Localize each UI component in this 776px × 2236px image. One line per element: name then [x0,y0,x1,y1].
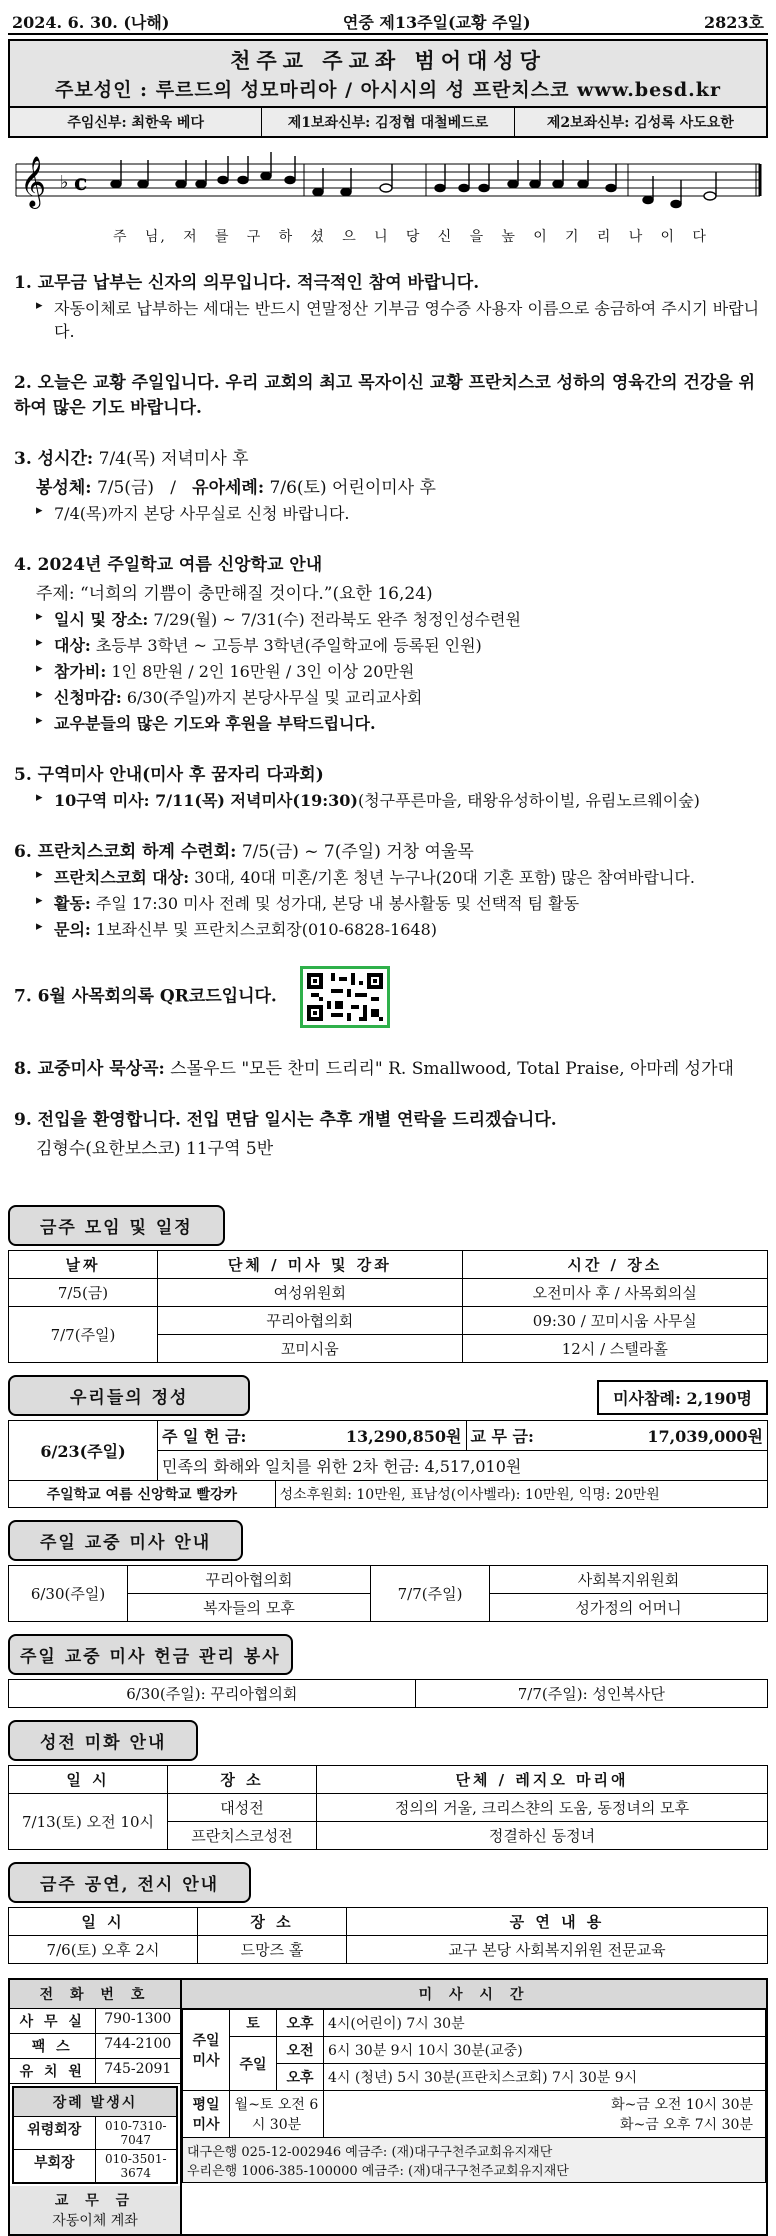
table-row [183,2091,766,2138]
dues-value: 17,039,000원 [577,1421,768,1451]
table-cell: 여성위원회 [158,1279,463,1307]
funeral-contacts [12,2086,178,2184]
notice-label: 봉성체: [36,478,92,498]
table-cell: 성가정의 어머니 [490,1594,768,1622]
phone-label: 사 무 실 [10,2009,96,2033]
offering-heading-row [8,1363,768,1420]
bullet-value: 7/29(월) ~ 7/31(수) 전라북도 완주 청정인성수련원 [148,610,521,629]
notice-line: 김형수(요한보스코) 11구역 5반 [36,1139,274,1159]
notice-5 [14,760,762,811]
bullet-value: 6/30(주일)까지 본당사무실 및 교리교사회 [121,688,423,707]
notice-bullet [36,865,762,888]
phone-number: 790-1300 [104,2011,172,2027]
events-heading: 금주 공연, 전시 안내 [8,1862,251,1903]
notice-bullet: ▸ 7/4(목)까지 본당 사무실로 신청 바랍니다. [36,501,762,524]
offering-heading: 우리들의 정성 [8,1375,250,1416]
cleaning-table [8,1765,768,1850]
music-notation [8,146,768,232]
notice-7 [14,966,762,1028]
bullet-label: 참가비: [54,662,107,681]
phone-row [10,2059,180,2084]
table-row [9,1421,768,1451]
patron-saints-line: 주보성인 : 루르드의 성모마리아 / 아시시의 성 프란치스코 www.besd.kr [55,79,721,101]
table-row [9,1794,768,1822]
notice-4 [14,550,762,734]
phone-row [14,2150,176,2182]
notice-value: 스몰우드 "모든 찬미 드리리" R. Smallwood, Total Praise, 아마레 성가대 [164,1059,734,1079]
sunday-offering-value: 13,290,850원 [275,1421,466,1451]
phone-number: 744-2100 [104,2036,172,2052]
lyric-syllable: 신 [437,229,454,245]
offering-table [8,1420,768,1508]
table-cell: 평일 미사 [183,2091,230,2138]
lyric-syllable: 셨 [310,229,326,245]
table-cell: 7/7(주일) [9,1307,158,1363]
table-row [9,1279,768,1307]
notice-theme: 주제: “너희의 기쁨이 충만해질 것이다.”(요한 16,24) [36,584,433,604]
notice-bullet [36,685,762,708]
lyric-syllable: 니 [374,229,390,245]
mass-guide-table [8,1565,768,1622]
table-cell: 월~토 오전 6시 30분 [230,2091,324,2138]
lyric-syllable: 으 [342,229,358,245]
lyric-syllable: 이 [533,229,549,245]
masthead [8,39,768,108]
notice-bullet [36,659,762,682]
account-label-line: 교 무 금 [54,2193,136,2209]
column-header: 시간 / 장소 [462,1251,767,1279]
notice-label: 6. 프란치스코회 하계 수련회: [14,842,237,862]
table-cell: 오후 [277,2010,324,2037]
table-cell: 09:30 / 꼬미시움 사무실 [462,1307,767,1335]
table-cell: 4시(어린이) 7시 30분 [324,2010,766,2037]
table-cell: 6시 30분 9시 10시 30분(교중) [324,2037,766,2064]
phone-label: 부회장 [14,2150,96,2182]
column-header: 일 시 [9,1766,168,1794]
table-row [9,1936,768,1964]
notices [8,268,768,1159]
notice-bullet [36,633,762,656]
notice-title: 2. 오늘은 교황 주일입니다. 우리 교회의 최고 목자이신 교황 프란치스코 성하의 영육간의 건강을 위하여 많은 기도 바랍니다. [14,373,756,418]
notice-1 [14,268,762,342]
notice-bullet [36,891,762,914]
table-cell: 정결하신 동정녀 [317,1822,768,1850]
weekly-schedule-heading: 금주 모임 및 일정 [8,1205,225,1246]
notice-title: 1. 교무금 납부는 신자의 의무입니다. 적극적인 참여 바랍니다. [14,273,480,293]
phone-directory [10,1980,182,2234]
table-cell: 복자들의 모후 [128,1594,371,1622]
bullet-value: 30대, 40대 미혼/기혼 청년 누구나(20대 기혼 포함) 많은 참여바랍니다. [189,868,695,887]
notice-title: 5. 구역미사 안내(미사 후 꿈자리 다과회) [14,765,324,785]
column-header: 단체 / 레지오 마리애 [317,1766,768,1794]
phone-label: 팩 스 [10,2034,96,2058]
qr-code-icon[interactable] [300,966,390,1028]
sunday-offering-label: 주 일 헌 금: [158,1421,276,1451]
weekly-schedule-table [8,1250,768,1363]
table-cell: 7/5(금) [9,1279,158,1307]
table-row [183,2010,766,2037]
table-cell: 7/6(토) 오후 2시 [9,1936,198,1964]
lyric-syllable: 리 [596,229,613,245]
notice-title: 9. 전입을 환영합니다. 전입 면담 일시는 추후 개별 연락을 드리겠습니다. [14,1110,557,1130]
notice-bullet [36,917,762,940]
info-footer [8,1978,768,2236]
bullet-value: (청구푸른마을, 태왕유성하이빌, 유림노르웨이숲) [357,791,700,810]
table-cell: 프란치스코성전 [168,1822,317,1850]
bullet-label: 문의: [54,920,91,939]
table-row [183,2138,766,2183]
phone-label: 유 치 원 [10,2059,96,2083]
notice-3 [14,444,762,524]
table-cell: 정의의 거울, 크리스챤의 도움, 동정녀의 모후 [317,1794,768,1822]
table-cell: 6/30(주일): 꾸리아협의회 [9,1680,416,1708]
lyric-syllable: 기 [565,229,581,245]
column-header: 단체 / 미사 및 강좌 [158,1251,463,1279]
lyric-syllable: 주 [113,229,129,245]
notice-bullet: ▸ 자동이체로 납부하는 세대는 반드시 연말정산 기부금 영수증 사용자 이름으로 송금하여 주시기 바랍니다. [36,296,762,342]
table-cell: 꾸리아협의회 [128,1566,371,1594]
table-cell: 오전 [277,2037,324,2064]
bank-account: 대구은행 025-12-002946 예금주: (재)대구구천주교회유지재단 [187,2145,553,2160]
svg-text:𝄞: 𝄞 [20,156,47,207]
header-line [8,6,768,35]
cleaning-heading: 성전 미화 안내 [8,1720,198,1761]
phone-label: 위령회장 [14,2117,96,2149]
collection-heading: 주일 교중 미사 헌금 관리 봉사 [8,1634,293,1675]
notice-bullet [36,607,762,630]
notice-title: 4. 2024년 주일학교 여름 신앙학교 안내 [14,555,323,575]
table-cell: 꼬미시움 [158,1335,463,1363]
table-cell: 오전미사 후 / 사목회의실 [462,1279,767,1307]
notice-label: 8. 교중미사 묵상곡: [14,1059,165,1079]
table-cell: 토 [230,2010,277,2037]
phone-heading: 전 화 번 호 [10,1980,180,2009]
dues-label: 교 무 금: [466,1421,577,1451]
account-label [10,2186,180,2234]
phone-number: 010-7310-7047 [104,2119,167,2147]
table-cell: 7/7(주일): 성인복사단 [415,1680,767,1708]
table-cell: 꾸리아협의회 [158,1307,463,1335]
bullet-label: 일시 및 장소: [54,610,149,629]
first-assistant: 제1보좌신부: 김정협 대철베드로 [262,108,514,136]
notice-9 [14,1105,762,1159]
column-header: 장 소 [168,1766,317,1794]
notice-value: 7/5(금) ~ 7(주일) 거창 여울목 [236,842,474,862]
second-assistant: 제2보좌신부: 김성록 사도요한 [546,115,734,131]
weekday-time: 화~금 오후 7시 30분 [620,2117,753,2133]
pastor: 주임신부: 최한욱 베다 [10,108,262,136]
notice-6 [14,837,762,940]
sunday-title: 연중 제13주일(교황 주일) [342,13,531,32]
table-cell: 교구 본당 사회복지위원 전문교육 [347,1936,768,1964]
phone-number: 745-2091 [104,2061,172,2077]
notice-bullet [36,788,762,811]
phone-row [10,2034,180,2059]
lyric-syllable: 높 [501,229,517,245]
lyric-syllable: 님, [144,229,167,245]
table-row [183,2037,766,2064]
bullet-value: 주일 17:30 미사 전례 및 성가대, 본당 내 봉사활동 및 선택적 팀 활동 [90,894,580,913]
lyric-syllable: 다 [692,229,708,245]
table-row [9,1481,768,1508]
table-cell: 드망즈 홀 [198,1936,347,1964]
svg-text:c: c [74,170,88,196]
account-label-line: 자동이체 계좌 [52,2213,138,2229]
notice-value: 7/6(토) 어린이미사 후 [264,478,436,498]
table-cell: 4시 (청년) 5시 30분(프란치스코회) 7시 30분 9시 [324,2064,766,2091]
svg-text:♭: ♭ [60,172,69,193]
notice-value: 7/5(금) / [91,478,193,498]
lyric-syllable: 을 [469,229,486,245]
notice-label: 3. 성시간: [14,449,94,469]
issue-number: 2823호 [704,13,764,32]
lyric-syllable: 를 [214,229,231,245]
bullet-value: 초등부 3학년 ~ 고등부 3학년(주일학교에 등록된 인원) [90,636,482,655]
mass-attendance: 미사참례: 2,190명 [597,1380,768,1415]
qr-code-pattern [303,969,387,1025]
notice-8 [14,1054,762,1079]
table-cell: 7/13(토) 오전 10시 [9,1794,168,1850]
mass-times [182,1980,766,2234]
lyric-syllable: 나 [628,229,645,245]
bullet-label: 대상: [54,636,91,655]
bank-account: 우리은행 1006-385-100000 예금주: (재)대구구천주교회유지재단 [187,2164,569,2179]
notice-title: 7. 6월 사목회의록 QR코드입니다. [14,986,277,1007]
table-row [9,1307,768,1335]
bullet-label: 10구역 미사: 7/11(목) 저녁미사(19:30) [54,791,358,810]
notice-label: 유아세례: [192,478,265,498]
cathedral-title: 천주교 주교좌 범어대성당 [230,48,546,73]
music-staff [8,146,768,232]
second-collection: 민족의 화해와 일치를 위한 2차 헌금: 4,517,010원 [158,1451,768,1481]
table-row [9,1680,768,1708]
table-cell: 7/7(주일) [371,1566,490,1622]
lyric-syllable: 저 [183,229,199,245]
column-header: 공 연 내 용 [347,1908,768,1936]
table-row [9,1566,768,1594]
lyric-syllable: 이 [660,229,677,245]
summer-school-label: 주일학교 여름 신앙학교 빨강카 [9,1481,276,1508]
phone-number: 010-3501-3674 [104,2152,167,2180]
table-cell: 6/30(주일) [9,1566,128,1622]
table-cell: 주일 미사 [183,2010,230,2091]
column-header: 일 시 [9,1908,198,1936]
table-cell: 오후 [277,2064,324,2091]
table-cell: 주일 [230,2037,277,2091]
table-cell: 사회복지위원회 [490,1566,768,1594]
mass-times-table [182,2009,766,2183]
events-table [8,1907,768,1964]
bullet-label: 프란치스코회 대상: [54,868,190,887]
issue-date: 2024. 6. 30. (나해) [12,13,170,32]
collection-table [8,1679,768,1708]
bullet-value: 1보좌신부 및 프란치스코회장(010-6828-1648) [90,920,438,939]
bullet-label: 활동: [54,894,91,913]
lyric-syllable: 당 [405,229,422,245]
weekday-time: 화~금 오전 10시 30분 [611,2097,753,2113]
lyric-syllable: 하 [278,229,295,245]
mass-times-heading: 미 사 시 간 [182,1980,766,2009]
mass-guide-heading: 주일 교중 미사 안내 [8,1520,243,1561]
offering-date: 6/23(주일) [9,1421,158,1481]
funeral-heading: 장례 발생시 [14,2088,176,2117]
bullet-value: 1인 8만원 / 2인 16만원 / 3인 이상 20만원 [106,662,415,681]
bullet-label: 신청마감: [54,688,122,707]
phone-row [14,2117,176,2150]
notice-value: 7/4(목) 저녁미사 후 [93,449,249,469]
column-header: 날짜 [9,1251,158,1279]
notice-2 [14,368,762,418]
phone-row [10,2009,180,2034]
column-header: 장 소 [198,1908,347,1936]
summer-school-value: 성소후원회: 10만원, 표남성(이사벨라): 10만원, 익명: 20만원 [275,1481,767,1508]
notice-bullet: ▸ 교우분들의 많은 기도와 후원을 부탁드립니다. [36,711,762,734]
table-cell: 12시 / 스텔라홀 [462,1335,767,1363]
lyric-syllable: 구 [246,229,263,245]
priests-bar [8,108,768,138]
bulletin-page [8,0,768,2236]
table-cell: 대성전 [168,1794,317,1822]
